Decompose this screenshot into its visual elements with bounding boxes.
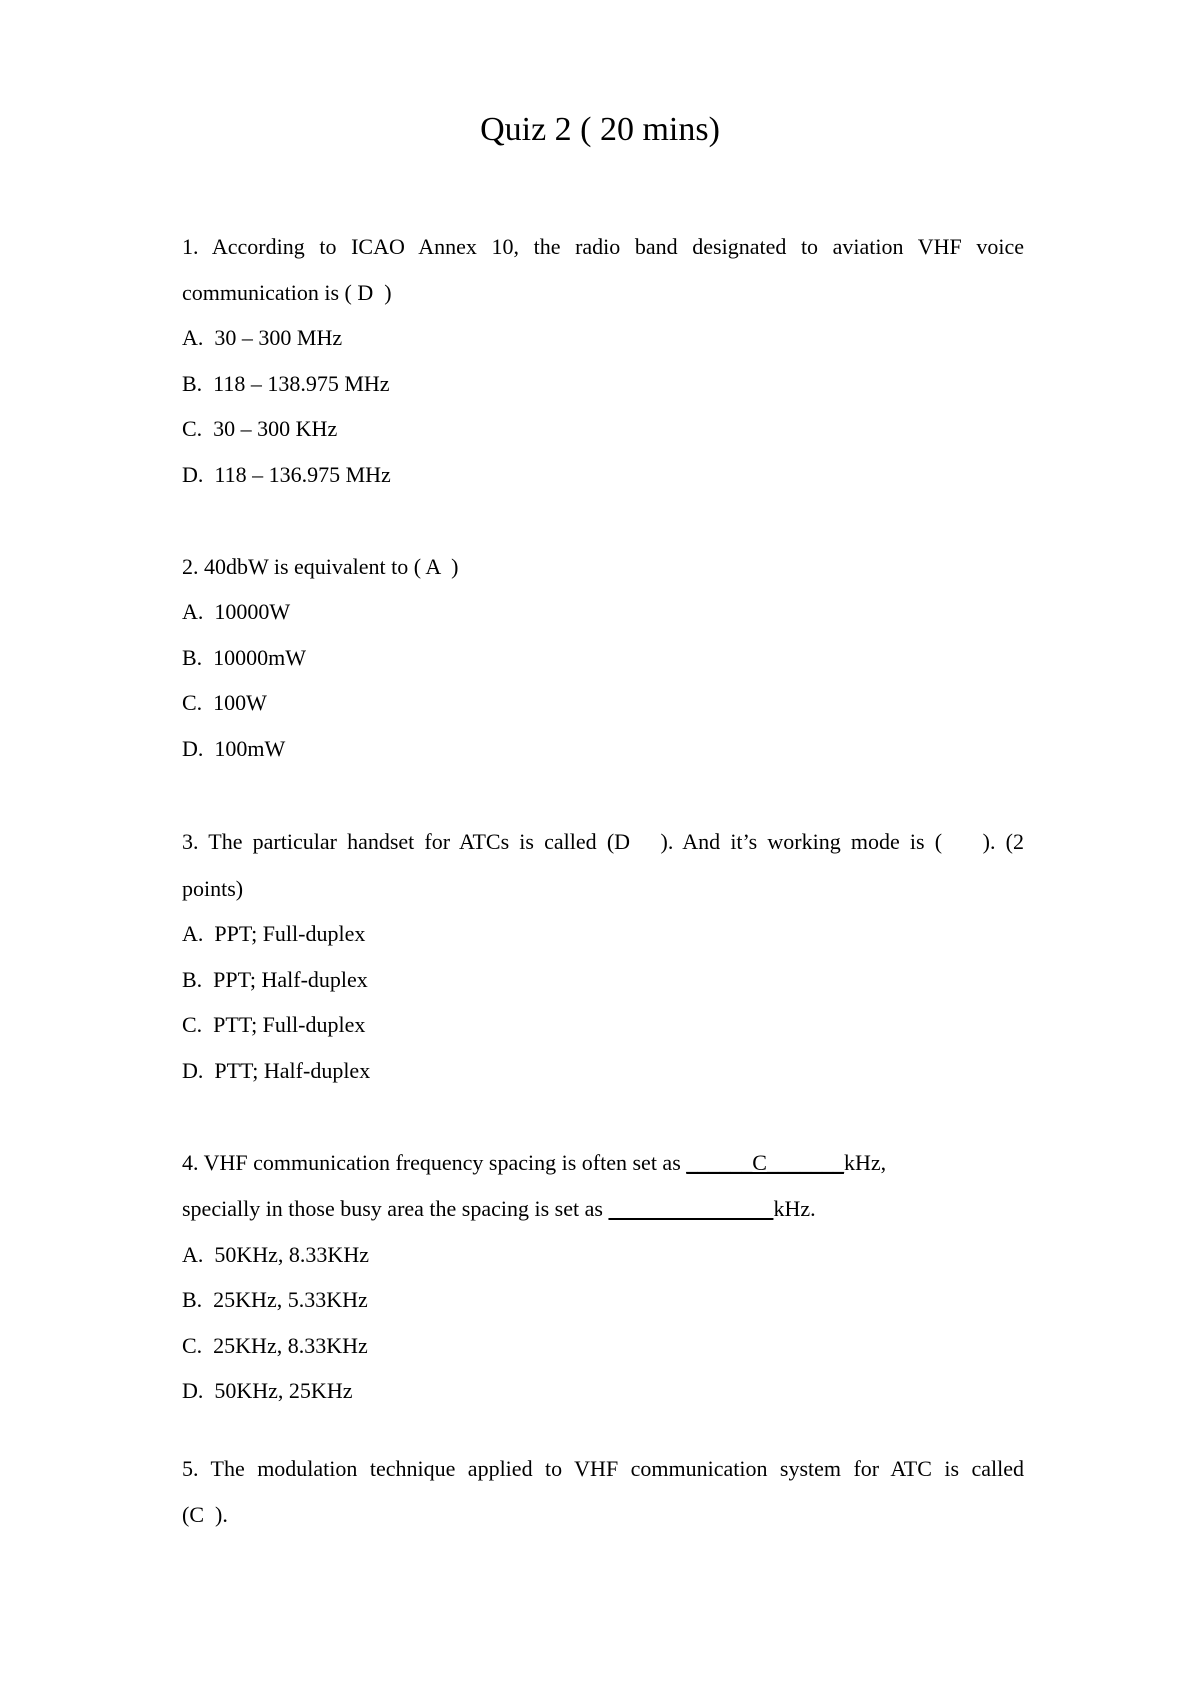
question-5-text: 5. The modulation technique applied to VHF communication system for ATC is called bbox=[182, 1456, 1024, 1481]
question-4-second-blank bbox=[608, 1196, 773, 1221]
question-4-text-prefix: 4. VHF communication frequency spacing is often set as bbox=[182, 1150, 687, 1175]
question-3-text: 3. The particular handset for ATCs is called (D ). And it’s working mode is ( ). (2 bbox=[182, 829, 1024, 854]
question-4-option-c: C. 25KHz, 8.33KHz bbox=[182, 1333, 368, 1358]
question-3-option-d: D. PTT; Half-duplex bbox=[182, 1058, 371, 1083]
question-4-text bbox=[182, 1148, 1024, 1178]
question-4-option-b: B. 25KHz, 5.33KHz bbox=[182, 1287, 368, 1312]
question-4-text-cont-prefix: specially in those busy area the spacing is set as bbox=[182, 1196, 609, 1221]
question-1-text-cont: communication is ( D ) bbox=[182, 280, 392, 305]
question-4-text-cont-suffix: kHz. bbox=[773, 1196, 816, 1221]
question-2-option-c: C. 100W bbox=[182, 690, 267, 715]
question-1-option-c: C. 30 – 300 KHz bbox=[182, 416, 338, 441]
question-5-text-cont: (C ). bbox=[182, 1502, 228, 1527]
question-3-text-cont: points) bbox=[182, 876, 244, 901]
question-3-option-b: B. PPT; Half-duplex bbox=[182, 967, 368, 992]
question-3-option-c: C. PTT; Full-duplex bbox=[182, 1012, 366, 1037]
question-2-option-a: A. 10000W bbox=[182, 599, 291, 624]
quiz-title: Quiz 2 ( 20 mins) bbox=[480, 111, 720, 148]
question-1-text: 1. According to ICAO Annex 10, the radio band designated to aviation VHF voice bbox=[182, 234, 1024, 259]
question-4-option-a: A. 50KHz, 8.33KHz bbox=[182, 1242, 369, 1267]
question-4-text-cont bbox=[182, 1194, 816, 1224]
question-1-option-a: A. 30 – 300 MHz bbox=[182, 325, 343, 350]
question-4-text-suffix: kHz, bbox=[843, 1150, 887, 1175]
question-1-option-d: D. 118 – 136.975 MHz bbox=[182, 462, 391, 487]
question-2-text: 2. 40dbW is equivalent to ( A ) bbox=[182, 554, 459, 579]
question-4-option-d: D. 50KHz, 25KHz bbox=[182, 1378, 353, 1403]
question-1-option-b: B. 118 – 138.975 MHz bbox=[182, 371, 390, 396]
question-4-answer-blank: ______C_______ bbox=[686, 1150, 844, 1175]
question-2-option-b: B. 10000mW bbox=[182, 645, 307, 670]
question-2-option-d: D. 100mW bbox=[182, 736, 286, 761]
question-3-option-a: A. PPT; Full-duplex bbox=[182, 921, 366, 946]
